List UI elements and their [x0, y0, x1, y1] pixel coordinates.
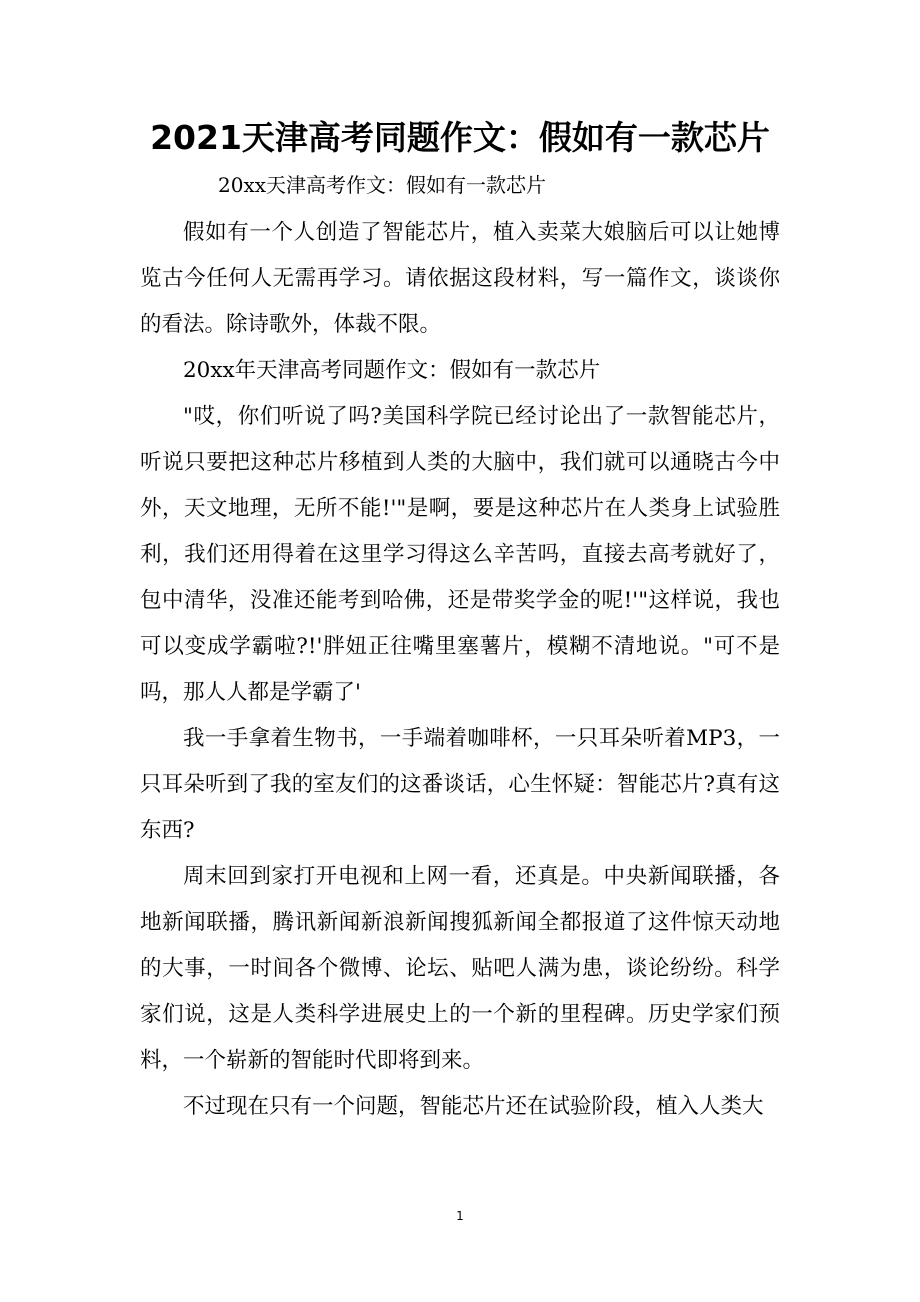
- paragraph-problem: 不过现在只有一个问题，智能芯片还在试验阶段，植入人类大: [183, 1094, 764, 1119]
- page-number: 1: [456, 1209, 464, 1223]
- paragraph-prompt: 假如有一个人创造了智能芯片，植入卖菜大娘脑后可以让她博览古今任何人无需再学习。请依据这段材料，写一篇作文，谈谈你的看法。除诗歌外，体裁不限。: [140, 220, 780, 337]
- document-title: 2021天津高考同题作文：假如有一款芯片: [150, 118, 770, 157]
- document-subtitle: 20xx天津高考作文：假如有一款芯片: [218, 173, 547, 197]
- paragraph-news: 周末回到家打开电视和上网一看，还真是。中央新闻联播，各地新闻联播，腾讯新闻新浪新闻搜狐新闻全都报道了这件惊天动地的大事，一时间各个微博、论坛、贴吧人满为患，谈论纷纷。科学家们说，这是人类科学进展史上的一个新的里程碑。历史学家们预料，一个崭新的智能时代即将到来。: [140, 864, 780, 1073]
- paragraph-doubt: 我一手拿着生物书，一手端着咖啡杯，一只耳朵听着MP3，一只耳朵听到了我的室友们的这番谈话，心生怀疑：智能芯片?真有这东西?: [140, 726, 780, 843]
- document-body: [140, 210, 780, 1130]
- paragraph-dialogue: "哎，你们听说了吗?美国科学院已经讨论出了一款智能芯片，听说只要把这种芯片移植到人类的大脑中，我们就可以通晓古今中外，天文地理，无所不能!'"是啊，要是这种芯片在人类身上试验胜利，我们还用得着在这里学习得这么辛苦吗，直接去高考就好了，包中清华，没准还能考到哈佛，还是带奖学金的呢!'"这样说，我也可以变成学霸啦?!'胖妞正往嘴里塞薯片，模糊不清地说。"可不是吗，那人人都是学霸了': [140, 404, 780, 705]
- paragraph-essay-heading: 20xx年天津高考同题作文：假如有一款芯片: [183, 358, 601, 383]
